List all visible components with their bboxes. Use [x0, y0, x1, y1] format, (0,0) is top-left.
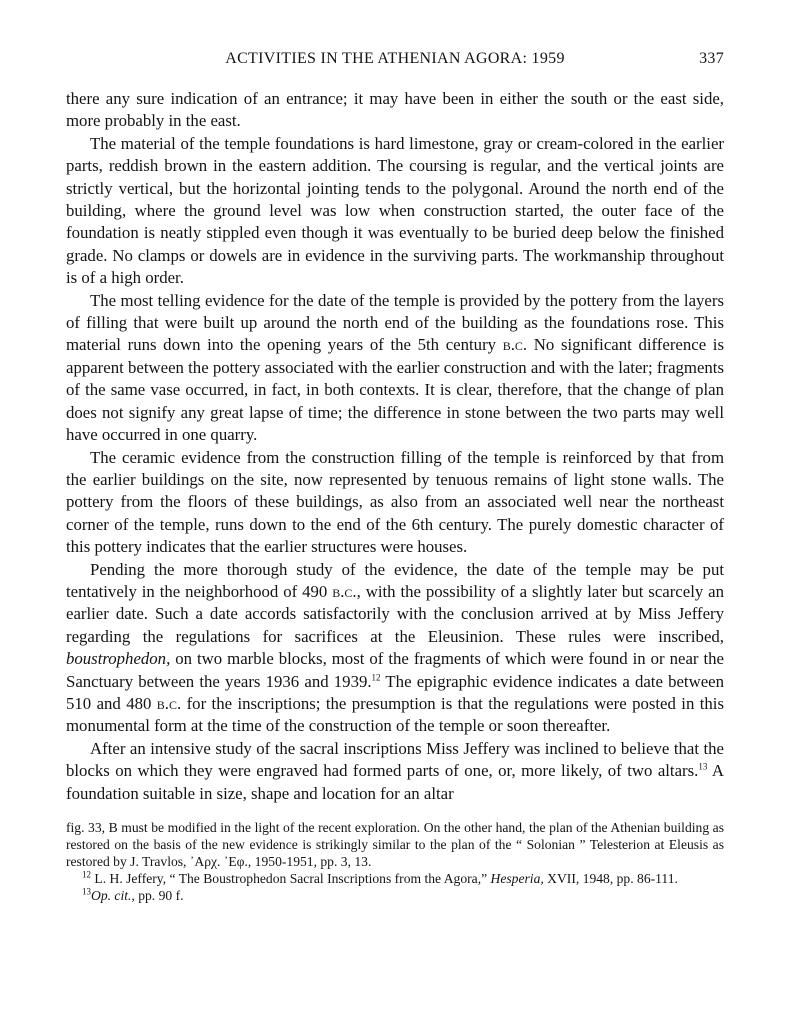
paragraph-2: The material of the temple foundations is hard limestone, gray or cream-colored in the earlier parts, reddish brown in the eastern addition. The coursing is regular, and the vertical joints are strictly vertical, but the horizontal jointing tends to the polygonal. Around the north end of the building, where the ground level was low when construction started, the outer face of the foundation is neatly stippled even though it was eventually to be buried deep below the finished grade. No clamps or dowels are in evidence in the surviving parts. The workmanship throughout is of a high order.	[66, 133, 724, 288]
paragraph-4: The ceramic evidence from the construction filling of the temple is reinforced by that from the earlier buildings on the site, now represented by tenuous remains of light stone walls. The pottery from the floors of these buildings, as also from an associated well near the northeast corner of the temple, runs down to the end of the 6th century. The purely domestic character of this pottery indicates that the earlier structures were houses.	[66, 447, 724, 557]
footnote-ref-12: 12	[371, 671, 381, 682]
running-head: ACTIVITIES IN THE ATHENIAN AGORA: 1959	[225, 50, 565, 67]
body-text	[66, 88, 724, 805]
footnote-13: $^{13}$Op. cit., pp. 90 f.	[82, 886, 184, 903]
footnote-12: $^{12}$ L. H. Jeffery, “ The Boustrophedon Sacral Inscriptions from the Agora,” Hesperia, XVII, 1948, pp. 86-111.	[82, 869, 678, 886]
paragraph-1: there any sure indication of an entrance; it may have been in either the south or the east side, more probably in the east.	[66, 89, 724, 131]
paragraph-5: Pending the more thorough study of the evidence, the date of the temple may be put tentatively in the neighborhood of 490 b.c., with the possibility of a slightly later but scarcely an earlier date. Such a date accords satisfactorily with the conclusion arrived at by Miss Jeffery regarding the regulations for sacrifices at the Eleusinion. These rules were inscribed, boustrophedon, on two marble blocks, most of the fragments of which were found in or near the Sanctuary between the years 1936 and 1939.12 The epigraphic evidence indicates a date between 510 and 480 b.c. for the inscriptions; the presumption is that the regulations were posted in this monumental form at the time of the construction of the temple or soon thereafter.	[66, 559, 724, 736]
page-header	[66, 46, 724, 76]
footnotes	[66, 819, 724, 904]
footnote-continued: fig. 33, B must be modified in the light of the recent exploration. On the other hand, the plan of the Athenian building as restored on the basis of the new evidence is strikingly similar to the plan of the “ Solonian ” Telesterion at Eleusis as restored by J. Travlos, ᾿Aρχ. ᾿Eφ., 1950-1951, pp. 3, 13.	[66, 820, 724, 869]
paragraph-6: After an intensive study of the sacral inscriptions Miss Jeffery was inclined to believe that the blocks on which they were engraved had formed parts of one, or, more likely, of two altars.$^{13}$ A foundation suitable in size, shape and location for an altar	[66, 738, 724, 803]
page	[66, 46, 724, 904]
paragraph-3: The most telling evidence for the date of the temple is provided by the pottery from the layers of filling that were built up around the north end of the building as the foundations rose. This material runs down into the opening years of the 5th century b.c. No significant difference is apparent between the pottery associated with the earlier construction and with the later; fragments of the same vase occurred, in fact, in both contexts. It is clear, therefore, that the change of plan does not signify any great lapse of time; the difference in stone between the two parts may well have occurred in one quarry.	[66, 290, 724, 445]
page-number: 337	[699, 50, 724, 67]
footnote-ref-13: 13	[698, 761, 708, 772]
